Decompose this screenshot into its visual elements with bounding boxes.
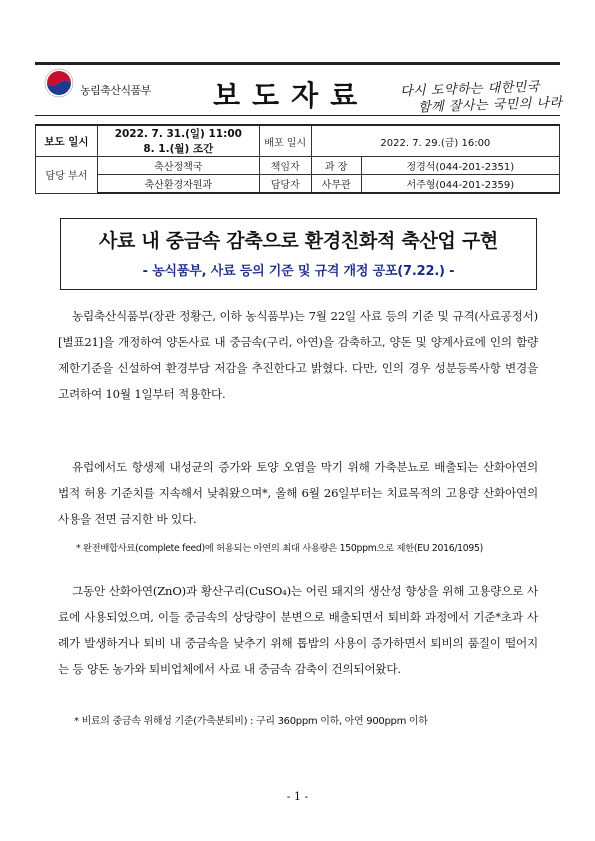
footnote-compost: * 비료의 중금속 위해성 기준(가축분퇴비) : 구리 360ppm 이하, 아연 900ppm 이하	[74, 716, 428, 727]
manager-title: 과 장	[311, 157, 361, 175]
release-value-line-1: 2022. 7. 31.(일) 11:00	[114, 128, 242, 140]
paragraph-3: 그동안 산화아연(ZnO)과 황산구리(CuSO₄)는 어린 돼지의 생산성 향상을 위해 고용량으로 사료에 사용되었으며, 이들 중금속의 상당량이 분변으로 배출되면서 퇴비화 과정에서 기준*초과 사례가 발생하거나 퇴비 내 중금속을 낮추기 위해 톱밥의 사용이 증가하면서 퇴비의 품질이 떨어지는 등 양돈 농가와 퇴비업체에서 사료 내 중금속 감축이 건의되어왔다.	[58, 584, 538, 676]
headline: 사료 내 중금속 감축으로 환경친화적 축산업 구현	[99, 230, 498, 252]
distribution-label: 배포 일시	[259, 125, 311, 157]
dept-bureau: 축산정책국	[97, 157, 259, 175]
dept-division: 축산환경자원과	[97, 175, 259, 194]
footnote-eu: * 완전배합사료(complete feed)에 허용되는 아연의 최대 사용량은 150ppm으로 제한(EU 2016/1095)	[76, 543, 483, 554]
staff-label: 담당자	[259, 175, 311, 194]
manager-contact: 정경석(044-201-2351)	[361, 157, 559, 175]
slogan-line-1: 다시 도약하는 대한민국	[399, 79, 541, 100]
ministry-name: 농림축산식품부	[80, 84, 151, 97]
paragraph-2: 유럽에서도 항생제 내성균의 증가와 토양 오염을 막기 위해 가축분뇨로 배출되는 산화아연의 법적 허용 기준치를 지속해서 낮춰왔으며*, 올해 6월 26일부터는 치료목적의 고용량 산화아연의 사용을 전면 금지한 바 있다.	[58, 460, 538, 526]
release-label: 보도 일시	[36, 125, 98, 157]
paragraph-1: 농림축산식품부(장관 정황근, 이하 농식품부)는 7월 22일 사료 등의 기준 및 규격(사료공정서) [별표21]을 개정하여 양돈사료 내 중금속(구리, 아연)을 감축하고, 양돈 및 양계사료에 인의 함량 제한기준을 신설하여 환경부담 저감을 추진한다고 밝혔다. 다만, 인의 경우 성분등록사항 변경을 고려하여 10월 1일부터 적용한다.	[58, 309, 538, 401]
press-release-title: 보도자료	[213, 79, 370, 112]
release-value-line-2: 8. 1.(월) 조간	[143, 143, 214, 155]
dept-label: 담당 부서	[36, 157, 98, 194]
release-value	[97, 125, 259, 157]
subheadline: - 농식품부, 사료 등의 기준 및 규격 개정 공포(7.22.) -	[142, 264, 455, 279]
government-logo-icon	[44, 68, 74, 98]
slogan-line-2: 함께 잘사는 국민의 나라	[417, 95, 563, 116]
distribution-value: 2022. 7. 29.(금) 16:00	[311, 125, 559, 157]
staff-title: 사무관	[311, 175, 361, 194]
manager-label: 책임자	[259, 157, 311, 175]
staff-contact: 서주형(044-201-2359)	[361, 175, 559, 194]
page-number: - 1 -	[286, 790, 309, 803]
release-info-table	[35, 124, 560, 194]
